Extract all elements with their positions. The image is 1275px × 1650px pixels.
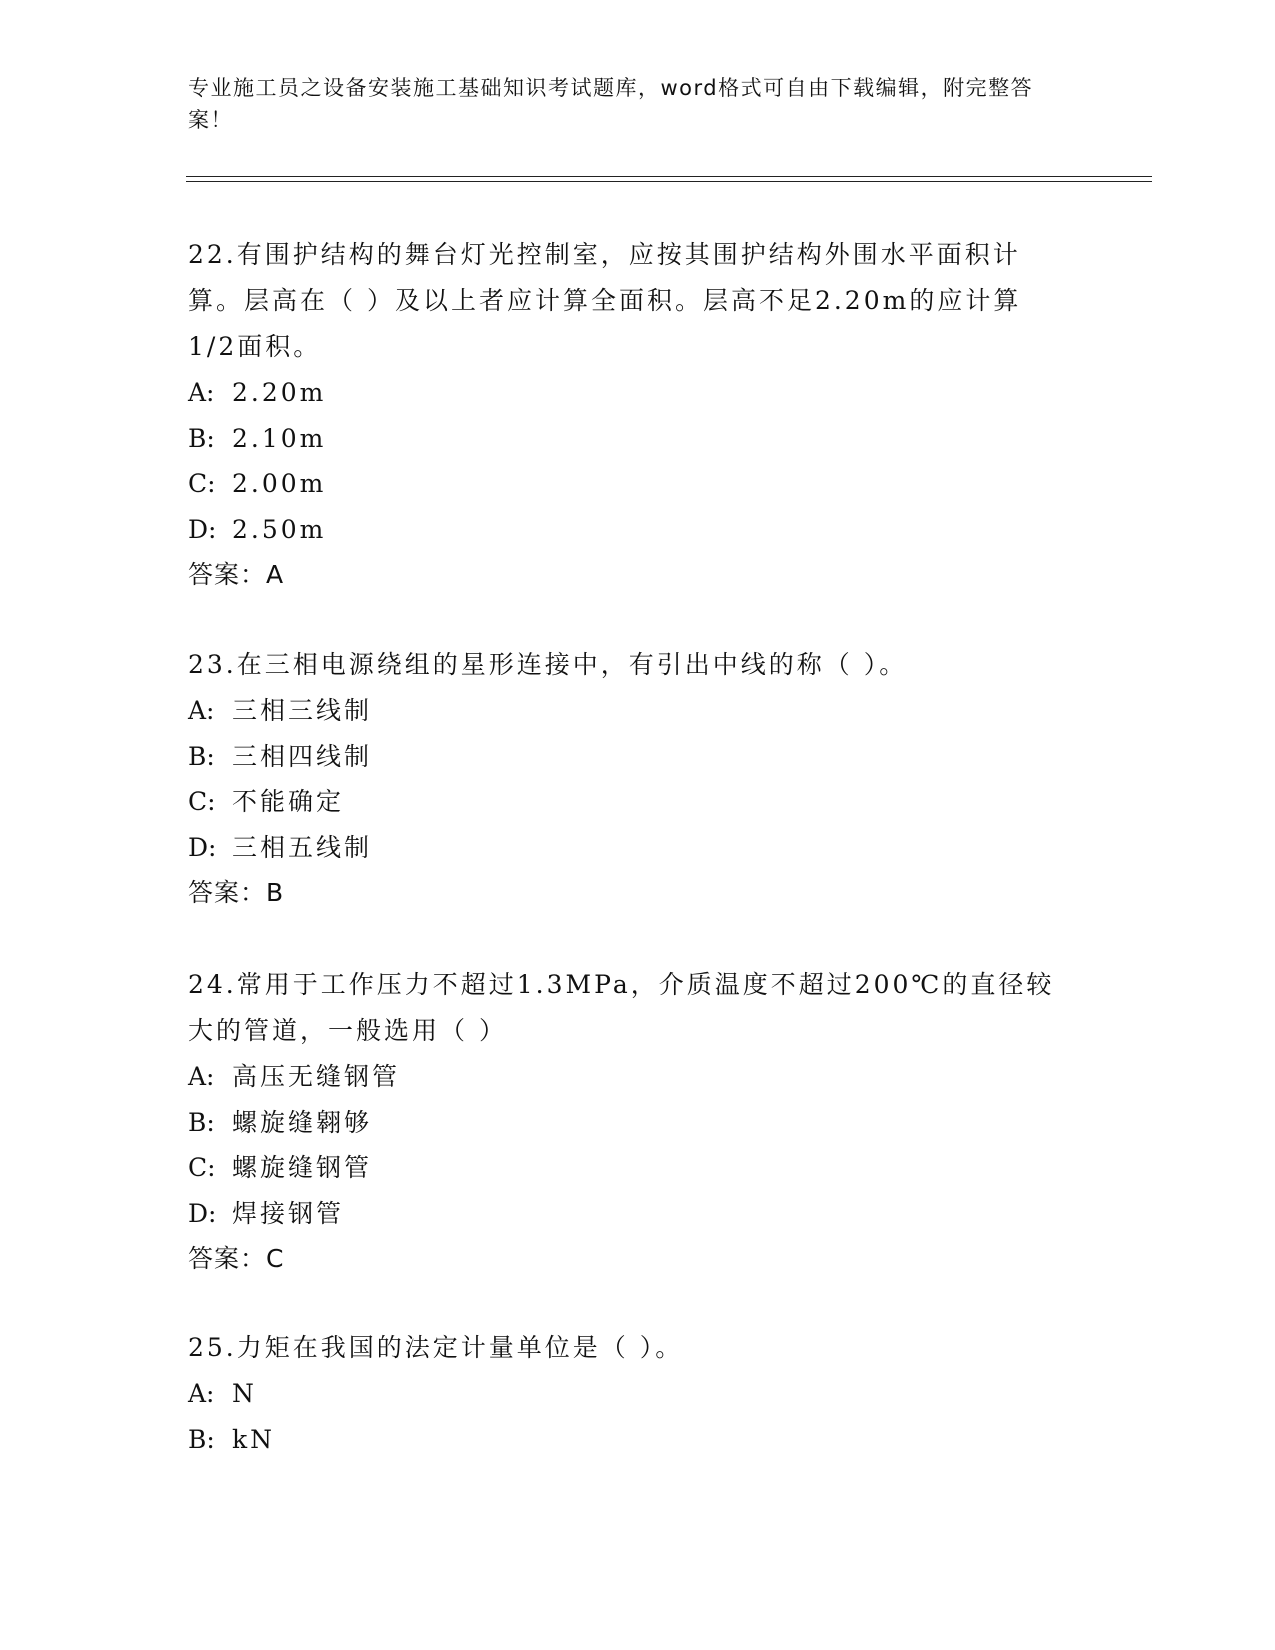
- option-letter: D:: [188, 514, 217, 544]
- option-letter: C:: [188, 787, 216, 816]
- question-text: 23.在三相电源绕组的星形连接中，有引出中线的称（ ）。: [188, 650, 908, 679]
- option-a: [188, 1371, 1068, 1417]
- option-text: 螺旋缝钢管: [232, 1153, 373, 1182]
- answer-line: 答案：B: [188, 878, 285, 907]
- question-25: [188, 1325, 1068, 1462]
- option-c: [188, 779, 1068, 825]
- option-a: [188, 370, 1068, 416]
- option-letter: C:: [188, 469, 216, 498]
- option-d: [188, 1191, 1068, 1237]
- option-text: kN: [232, 1424, 276, 1454]
- question-text: 22.有围护结构的舞台灯光控制室，应按其围护结构外围水平面积计算。层高在（ ）及以上者应计算全面积。层高不足2.20m的应计算1/2面积。: [188, 240, 1022, 361]
- option-letter: A:: [188, 1062, 215, 1091]
- option-letter: A:: [188, 1379, 215, 1408]
- option-text: 三相三线制: [232, 696, 373, 725]
- option-b: [188, 1100, 1068, 1146]
- document-header: 专业施工员之设备安装施工基础知识考试题库，word格式可自由下载编辑，附完整答案！: [188, 76, 1034, 132]
- option-b: [188, 734, 1068, 780]
- answer-line: 答案：C: [188, 1244, 285, 1273]
- option-d: [188, 507, 1068, 553]
- option-letter: C:: [188, 1153, 216, 1182]
- question-23: [188, 642, 1068, 916]
- option-text: 2.10m: [232, 423, 327, 453]
- question-text: 25.力矩在我国的法定计量单位是（ ）。: [188, 1333, 684, 1362]
- option-letter: A:: [188, 378, 215, 407]
- option-text: 高压无缝钢管: [232, 1062, 401, 1091]
- option-a: [188, 1054, 1068, 1100]
- option-text: 螺旋缝翱够: [232, 1107, 373, 1137]
- option-letter: D:: [188, 1198, 217, 1228]
- option-text: 2.00m: [232, 469, 327, 498]
- option-text: 三相四线制: [232, 741, 373, 771]
- question-22: [188, 232, 1068, 598]
- option-letter: B:: [188, 1424, 215, 1454]
- option-text: 焊接钢管: [232, 1198, 345, 1228]
- option-a: [188, 688, 1068, 734]
- option-text: 三相五线制: [232, 832, 373, 862]
- option-c: [188, 461, 1068, 507]
- option-b: [188, 1417, 1068, 1463]
- option-letter: B:: [188, 741, 215, 771]
- header-divider-bottom: [186, 181, 1152, 182]
- option-letter: A:: [188, 696, 215, 725]
- option-b: [188, 416, 1068, 462]
- header-divider-top: [186, 176, 1152, 177]
- option-letter: B:: [188, 1107, 215, 1137]
- option-text: N: [232, 1379, 257, 1408]
- option-text: 2.50m: [232, 514, 327, 544]
- option-text: 不能确定: [232, 787, 345, 816]
- question-24: [188, 962, 1068, 1282]
- option-letter: B:: [188, 423, 215, 453]
- option-d: [188, 825, 1068, 871]
- option-c: [188, 1145, 1068, 1191]
- question-text: 24.常用于工作压力不超过1.3MPa，介质温度不超过200℃的直径较大的管道，一般选用（ ）: [188, 970, 1055, 1045]
- answer-line: 答案：A: [188, 560, 285, 589]
- option-letter: D:: [188, 832, 217, 862]
- option-text: 2.20m: [232, 378, 327, 407]
